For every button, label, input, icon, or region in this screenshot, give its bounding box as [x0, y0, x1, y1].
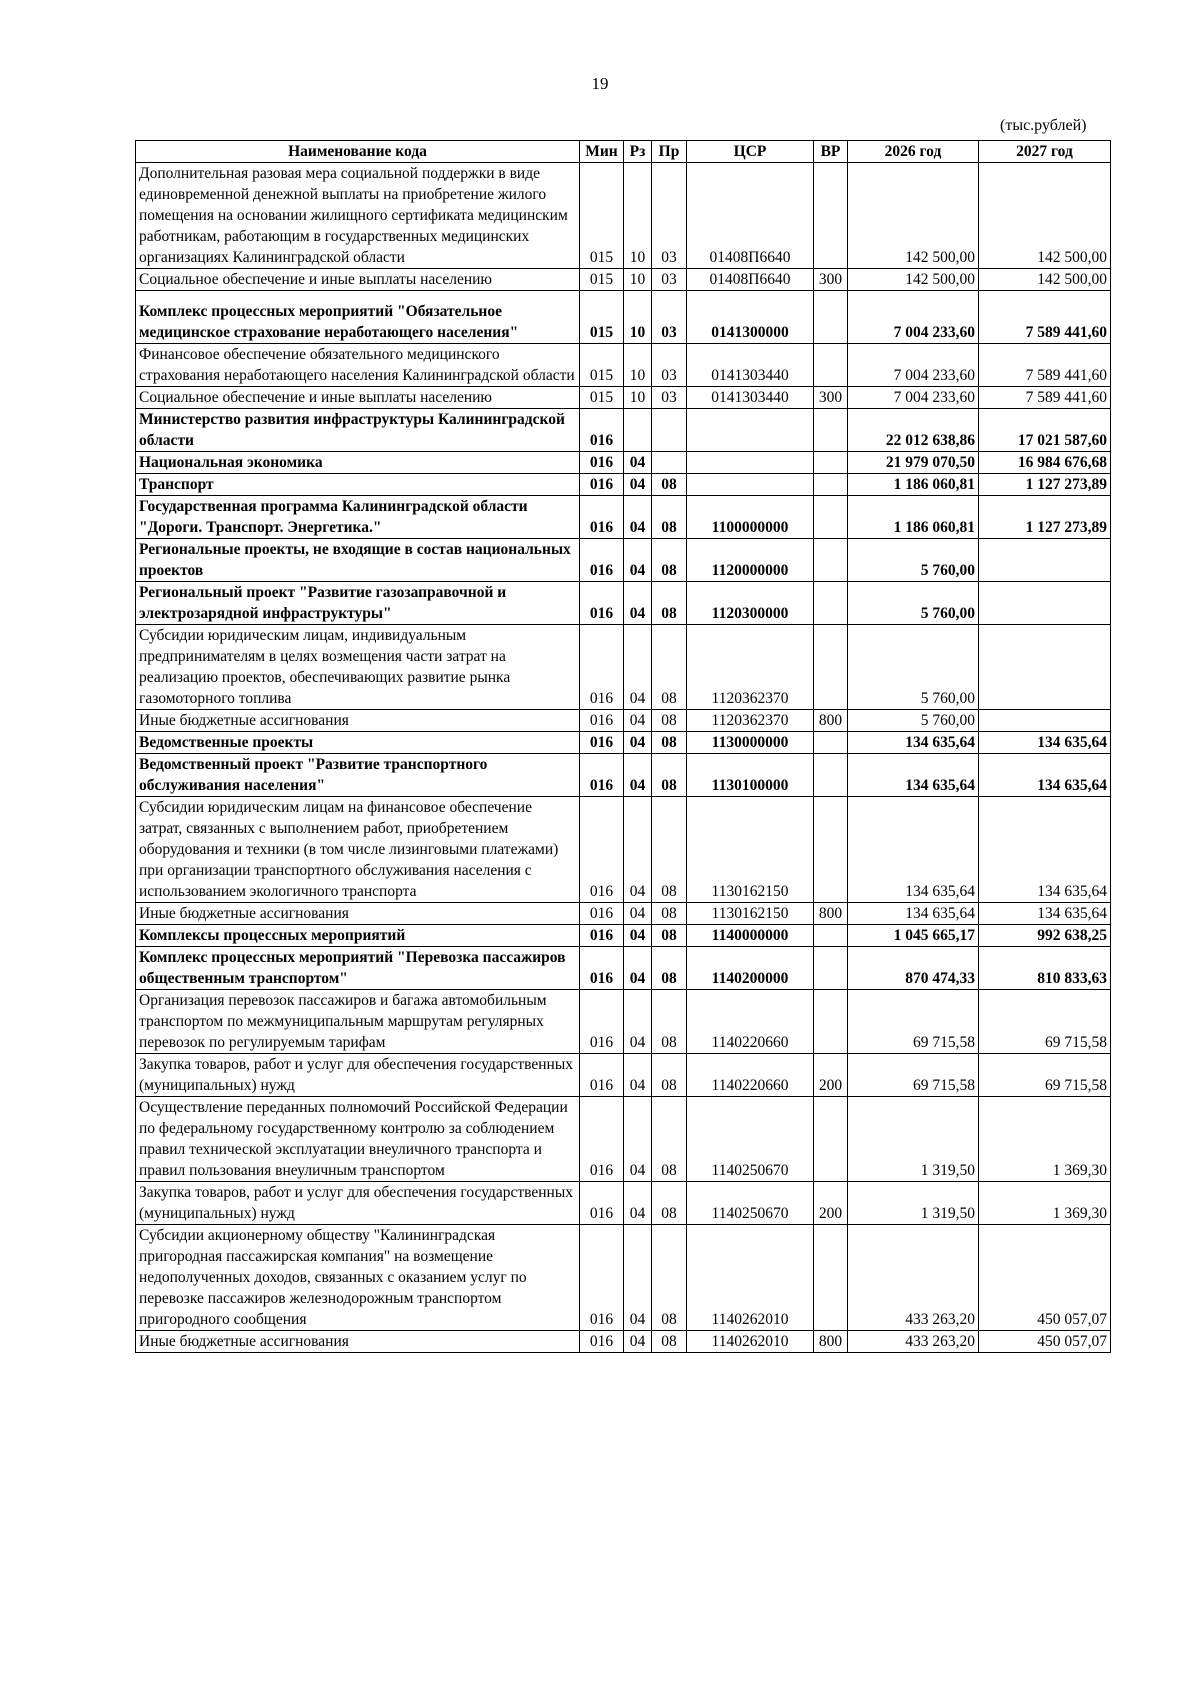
row-vr-cell: 300 — [814, 269, 848, 291]
row-pr-cell: 03 — [652, 387, 687, 409]
row-csr-cell: 1130000000 — [687, 732, 814, 754]
row-min-cell: 016 — [580, 1225, 624, 1331]
row-csr-cell: 1140200000 — [687, 947, 814, 990]
row-min-cell: 016 — [580, 582, 624, 625]
row-pr-cell: 03 — [652, 344, 687, 387]
table-row — [136, 732, 1111, 754]
row-vr-cell — [814, 732, 848, 754]
row-2026-cell: 1 319,50 — [848, 1097, 979, 1182]
row-rz-cell: 04 — [624, 947, 652, 990]
row-2027-cell: 992 638,25 — [979, 925, 1111, 947]
row-pr-cell: 08 — [652, 474, 687, 496]
row-min-cell: 016 — [580, 496, 624, 539]
row-vr-cell — [814, 582, 848, 625]
row-pr-cell: 08 — [652, 625, 687, 710]
row-name-cell: Иные бюджетные ассигнования — [136, 1331, 580, 1353]
row-vr-cell: 200 — [814, 1182, 848, 1225]
row-name-cell: Комплексы процессных мероприятий — [136, 925, 580, 947]
table-row — [136, 1054, 1111, 1097]
table-row — [136, 539, 1111, 582]
row-min-cell: 016 — [580, 925, 624, 947]
row-2027-cell: 7 589 441,60 — [979, 291, 1111, 344]
row-2027-cell: 134 635,64 — [979, 797, 1111, 903]
row-pr-cell: 08 — [652, 754, 687, 797]
row-2027-cell: 134 635,64 — [979, 754, 1111, 797]
row-pr-cell: 08 — [652, 539, 687, 582]
row-2026-cell: 134 635,64 — [848, 754, 979, 797]
row-2026-cell: 7 004 233,60 — [848, 291, 979, 344]
table-row — [136, 710, 1111, 732]
table-row — [136, 797, 1111, 903]
row-rz-cell: 04 — [624, 1331, 652, 1353]
row-vr-cell: 800 — [814, 903, 848, 925]
row-pr-cell: 03 — [652, 163, 687, 269]
row-vr-cell: 800 — [814, 710, 848, 732]
row-vr-cell — [814, 625, 848, 710]
row-rz-cell: 04 — [624, 1054, 652, 1097]
row-rz-cell: 04 — [624, 925, 652, 947]
table-row — [136, 387, 1111, 409]
row-2027-cell: 7 589 441,60 — [979, 344, 1111, 387]
row-name-cell: Государственная программа Калининградской области "Дороги. Транспорт. Энергетика." — [136, 496, 580, 539]
row-vr-cell — [814, 990, 848, 1054]
row-min-cell: 016 — [580, 732, 624, 754]
row-2026-cell: 22 012 638,86 — [848, 409, 979, 452]
row-name-cell: Организация перевозок пассажиров и багажа автомобильным транспортом по межмуниципальным маршрутам регулярных перевозок по регулируемым тарифам — [136, 990, 580, 1054]
row-2027-cell: 1 369,30 — [979, 1097, 1111, 1182]
row-2027-cell: 1 127 273,89 — [979, 474, 1111, 496]
row-rz-cell: 04 — [624, 625, 652, 710]
row-pr-cell — [652, 409, 687, 452]
row-pr-cell: 08 — [652, 1182, 687, 1225]
table-row — [136, 582, 1111, 625]
row-pr-cell: 08 — [652, 582, 687, 625]
row-csr-cell — [687, 409, 814, 452]
row-vr-cell — [814, 797, 848, 903]
row-pr-cell: 08 — [652, 1225, 687, 1331]
row-pr-cell — [652, 452, 687, 474]
row-vr-cell — [814, 925, 848, 947]
row-csr-cell: 0141303440 — [687, 387, 814, 409]
row-2026-cell: 7 004 233,60 — [848, 344, 979, 387]
table-row — [136, 990, 1111, 1054]
row-name-cell: Дополнительная разовая мера социальной поддержки в виде единовременной денежной выплаты на приобретение жилого помещения на основании жилищного сертификата медицинским работникам, работающим в государственных медицинских организациях Калининградской области — [136, 163, 580, 269]
row-rz-cell: 04 — [624, 474, 652, 496]
row-csr-cell: 1140250670 — [687, 1097, 814, 1182]
row-min-cell: 016 — [580, 797, 624, 903]
row-min-cell: 015 — [580, 269, 624, 291]
row-2026-cell: 1 186 060,81 — [848, 474, 979, 496]
header-min: Мин — [580, 141, 624, 163]
row-min-cell: 015 — [580, 291, 624, 344]
row-vr-cell — [814, 474, 848, 496]
row-pr-cell: 08 — [652, 732, 687, 754]
row-vr-cell — [814, 409, 848, 452]
table-row — [136, 1182, 1111, 1225]
row-vr-cell — [814, 452, 848, 474]
row-2027-cell — [979, 710, 1111, 732]
row-csr-cell: 1140220660 — [687, 1054, 814, 1097]
table-row — [136, 344, 1111, 387]
row-2026-cell: 5 760,00 — [848, 710, 979, 732]
row-2027-cell: 450 057,07 — [979, 1331, 1111, 1353]
row-name-cell: Закупка товаров, работ и услуг для обеспечения государственных (муниципальных) нужд — [136, 1182, 580, 1225]
row-csr-cell: 01408П6640 — [687, 269, 814, 291]
row-name-cell: Региональный проект "Развитие газозаправочной и электрозарядной инфраструктуры" — [136, 582, 580, 625]
row-2026-cell: 7 004 233,60 — [848, 387, 979, 409]
row-rz-cell — [624, 409, 652, 452]
row-name-cell: Ведомственные проекты — [136, 732, 580, 754]
row-2027-cell — [979, 625, 1111, 710]
row-name-cell: Субсидии юридическим лицам на финансовое обеспечение затрат, связанных с выполнением работ, приобретением оборудования и техники (в том числе лизинговыми платежами) при организации транспортного обслуживания населения с использованием экологичного транспорта — [136, 797, 580, 903]
row-csr-cell: 1120300000 — [687, 582, 814, 625]
row-name-cell: Комплекс процессных мероприятий "Обязательное медицинское страхование неработающего населения" — [136, 291, 580, 344]
row-min-cell: 015 — [580, 163, 624, 269]
row-2026-cell: 69 715,58 — [848, 990, 979, 1054]
table-row — [136, 163, 1111, 269]
row-min-cell: 016 — [580, 947, 624, 990]
row-2027-cell: 17 021 587,60 — [979, 409, 1111, 452]
row-2026-cell: 21 979 070,50 — [848, 452, 979, 474]
row-2026-cell: 1 319,50 — [848, 1182, 979, 1225]
row-rz-cell: 04 — [624, 754, 652, 797]
row-vr-cell — [814, 163, 848, 269]
table-row — [136, 452, 1111, 474]
budget-table — [135, 140, 1111, 1353]
row-rz-cell: 10 — [624, 291, 652, 344]
row-2027-cell: 7 589 441,60 — [979, 387, 1111, 409]
row-csr-cell: 1140000000 — [687, 925, 814, 947]
row-min-cell: 016 — [580, 409, 624, 452]
row-pr-cell: 03 — [652, 291, 687, 344]
row-2026-cell: 5 760,00 — [848, 625, 979, 710]
row-pr-cell: 08 — [652, 1054, 687, 1097]
table-row — [136, 925, 1111, 947]
row-min-cell: 016 — [580, 539, 624, 582]
row-csr-cell: 1130100000 — [687, 754, 814, 797]
row-min-cell: 016 — [580, 710, 624, 732]
row-2027-cell: 134 635,64 — [979, 732, 1111, 754]
row-2027-cell: 142 500,00 — [979, 269, 1111, 291]
row-vr-cell — [814, 539, 848, 582]
table-row — [136, 1225, 1111, 1331]
row-rz-cell: 04 — [624, 1225, 652, 1331]
row-min-cell: 016 — [580, 754, 624, 797]
row-pr-cell: 08 — [652, 990, 687, 1054]
row-min-cell: 015 — [580, 344, 624, 387]
table-row — [136, 496, 1111, 539]
row-min-cell: 016 — [580, 903, 624, 925]
row-rz-cell: 04 — [624, 732, 652, 754]
row-2027-cell: 1 369,30 — [979, 1182, 1111, 1225]
row-name-cell: Министерство развития инфраструктуры Калининградской области — [136, 409, 580, 452]
row-2026-cell: 5 760,00 — [848, 539, 979, 582]
row-name-cell: Национальная экономика — [136, 452, 580, 474]
row-2027-cell: 1 127 273,89 — [979, 496, 1111, 539]
row-name-cell: Ведомственный проект "Развитие транспортного обслуживания населения" — [136, 754, 580, 797]
row-rz-cell: 10 — [624, 163, 652, 269]
row-vr-cell: 300 — [814, 387, 848, 409]
row-csr-cell: 0141303440 — [687, 344, 814, 387]
row-rz-cell: 04 — [624, 903, 652, 925]
row-csr-cell: 01408П6640 — [687, 163, 814, 269]
row-min-cell: 016 — [580, 625, 624, 710]
row-pr-cell: 03 — [652, 269, 687, 291]
header-2026: 2026 год — [848, 141, 979, 163]
units-label: (тыс.рублей) — [1000, 117, 1087, 134]
row-csr-cell: 1140250670 — [687, 1182, 814, 1225]
row-2027-cell: 69 715,58 — [979, 990, 1111, 1054]
row-2026-cell: 142 500,00 — [848, 163, 979, 269]
row-2026-cell: 5 760,00 — [848, 582, 979, 625]
header-name: Наименование кода — [136, 141, 580, 163]
row-rz-cell: 10 — [624, 269, 652, 291]
row-csr-cell — [687, 452, 814, 474]
row-rz-cell: 04 — [624, 582, 652, 625]
row-pr-cell: 08 — [652, 496, 687, 539]
row-2026-cell: 433 263,20 — [848, 1225, 979, 1331]
row-vr-cell: 800 — [814, 1331, 848, 1353]
table-row — [136, 754, 1111, 797]
row-vr-cell — [814, 496, 848, 539]
row-rz-cell: 04 — [624, 539, 652, 582]
row-name-cell: Финансовое обеспечение обязательного медицинского страхования неработающего населения Калининградской области — [136, 344, 580, 387]
row-csr-cell: 1120000000 — [687, 539, 814, 582]
row-vr-cell — [814, 1225, 848, 1331]
row-vr-cell — [814, 1097, 848, 1182]
row-2026-cell: 142 500,00 — [848, 269, 979, 291]
table-row — [136, 409, 1111, 452]
row-vr-cell: 200 — [814, 1054, 848, 1097]
row-rz-cell: 04 — [624, 990, 652, 1054]
row-2026-cell: 134 635,64 — [848, 732, 979, 754]
row-2026-cell: 69 715,58 — [848, 1054, 979, 1097]
row-pr-cell: 08 — [652, 903, 687, 925]
row-2026-cell: 134 635,64 — [848, 903, 979, 925]
row-csr-cell — [687, 474, 814, 496]
row-pr-cell: 08 — [652, 797, 687, 903]
table-row — [136, 625, 1111, 710]
row-name-cell: Иные бюджетные ассигнования — [136, 710, 580, 732]
row-min-cell: 016 — [580, 1054, 624, 1097]
row-csr-cell: 1140220660 — [687, 990, 814, 1054]
row-vr-cell — [814, 291, 848, 344]
row-csr-cell: 1120362370 — [687, 625, 814, 710]
table-row — [136, 1331, 1111, 1353]
row-name-cell: Социальное обеспечение и иные выплаты населению — [136, 269, 580, 291]
row-2027-cell — [979, 582, 1111, 625]
row-rz-cell: 10 — [624, 387, 652, 409]
row-min-cell: 016 — [580, 1182, 624, 1225]
row-pr-cell: 08 — [652, 1331, 687, 1353]
header-csr: ЦСР — [687, 141, 814, 163]
row-rz-cell: 04 — [624, 1097, 652, 1182]
row-csr-cell: 0141300000 — [687, 291, 814, 344]
table-header-row — [136, 141, 1111, 163]
row-csr-cell: 1130162150 — [687, 797, 814, 903]
row-2026-cell: 433 263,20 — [848, 1331, 979, 1353]
table-row — [136, 474, 1111, 496]
row-2026-cell: 134 635,64 — [848, 797, 979, 903]
table-row — [136, 903, 1111, 925]
row-rz-cell: 04 — [624, 710, 652, 732]
row-vr-cell — [814, 947, 848, 990]
page-number: 19 — [591, 74, 609, 93]
row-name-cell: Субсидии юридическим лицам, индивидуальным предпринимателям в целях возмещения части затрат на реализацию проектов, обеспечивающих развитие рынка газомоторного топлива — [136, 625, 580, 710]
row-2026-cell: 870 474,33 — [848, 947, 979, 990]
row-pr-cell: 08 — [652, 1097, 687, 1182]
row-pr-cell: 08 — [652, 710, 687, 732]
row-rz-cell: 04 — [624, 797, 652, 903]
row-min-cell: 015 — [580, 387, 624, 409]
row-min-cell: 016 — [580, 990, 624, 1054]
row-pr-cell: 08 — [652, 947, 687, 990]
row-vr-cell — [814, 344, 848, 387]
header-vr: ВР — [814, 141, 848, 163]
row-pr-cell: 08 — [652, 925, 687, 947]
row-2027-cell: 810 833,63 — [979, 947, 1111, 990]
row-csr-cell: 1140262010 — [687, 1331, 814, 1353]
row-2027-cell: 142 500,00 — [979, 163, 1111, 269]
row-rz-cell: 04 — [624, 452, 652, 474]
row-csr-cell: 1120362370 — [687, 710, 814, 732]
row-2027-cell: 69 715,58 — [979, 1054, 1111, 1097]
row-2026-cell: 1 045 665,17 — [848, 925, 979, 947]
row-2027-cell — [979, 539, 1111, 582]
row-2026-cell: 1 186 060,81 — [848, 496, 979, 539]
row-rz-cell: 04 — [624, 496, 652, 539]
row-name-cell: Закупка товаров, работ и услуг для обеспечения государственных (муниципальных) нужд — [136, 1054, 580, 1097]
header-pr: Пр — [652, 141, 687, 163]
row-min-cell: 016 — [580, 1097, 624, 1182]
row-name-cell: Субсидии акционерному обществу "Калининградская пригородная пассажирская компания" на возмещение недополученных доходов, связанных с оказанием услуг по перевозке пассажиров железнодорожным транспортом пригородного сообщения — [136, 1225, 580, 1331]
row-csr-cell: 1130162150 — [687, 903, 814, 925]
row-name-cell: Региональные проекты, не входящие в состав национальных проектов — [136, 539, 580, 582]
table-row — [136, 269, 1111, 291]
row-2027-cell: 16 984 676,68 — [979, 452, 1111, 474]
table-row — [136, 291, 1111, 344]
row-name-cell: Социальное обеспечение и иные выплаты населению — [136, 387, 580, 409]
row-2027-cell: 450 057,07 — [979, 1225, 1111, 1331]
row-min-cell: 016 — [580, 1331, 624, 1353]
row-name-cell: Комплекс процессных мероприятий "Перевозка пассажиров общественным транспортом" — [136, 947, 580, 990]
table-row — [136, 1097, 1111, 1182]
row-rz-cell: 04 — [624, 1182, 652, 1225]
header-2027: 2027 год — [979, 141, 1111, 163]
row-min-cell: 016 — [580, 474, 624, 496]
row-csr-cell: 1100000000 — [687, 496, 814, 539]
row-min-cell: 016 — [580, 452, 624, 474]
row-vr-cell — [814, 754, 848, 797]
row-rz-cell: 10 — [624, 344, 652, 387]
header-rz: Рз — [624, 141, 652, 163]
table-row — [136, 947, 1111, 990]
row-name-cell: Транспорт — [136, 474, 580, 496]
row-2027-cell: 134 635,64 — [979, 903, 1111, 925]
row-name-cell: Иные бюджетные ассигнования — [136, 903, 580, 925]
row-csr-cell: 1140262010 — [687, 1225, 814, 1331]
row-name-cell: Осуществление переданных полномочий Российской Федерации по федеральному государственному контролю за соблюдением правил технической эксплуатации внеуличного транспорта и правил пользования внеуличным транспортом — [136, 1097, 580, 1182]
